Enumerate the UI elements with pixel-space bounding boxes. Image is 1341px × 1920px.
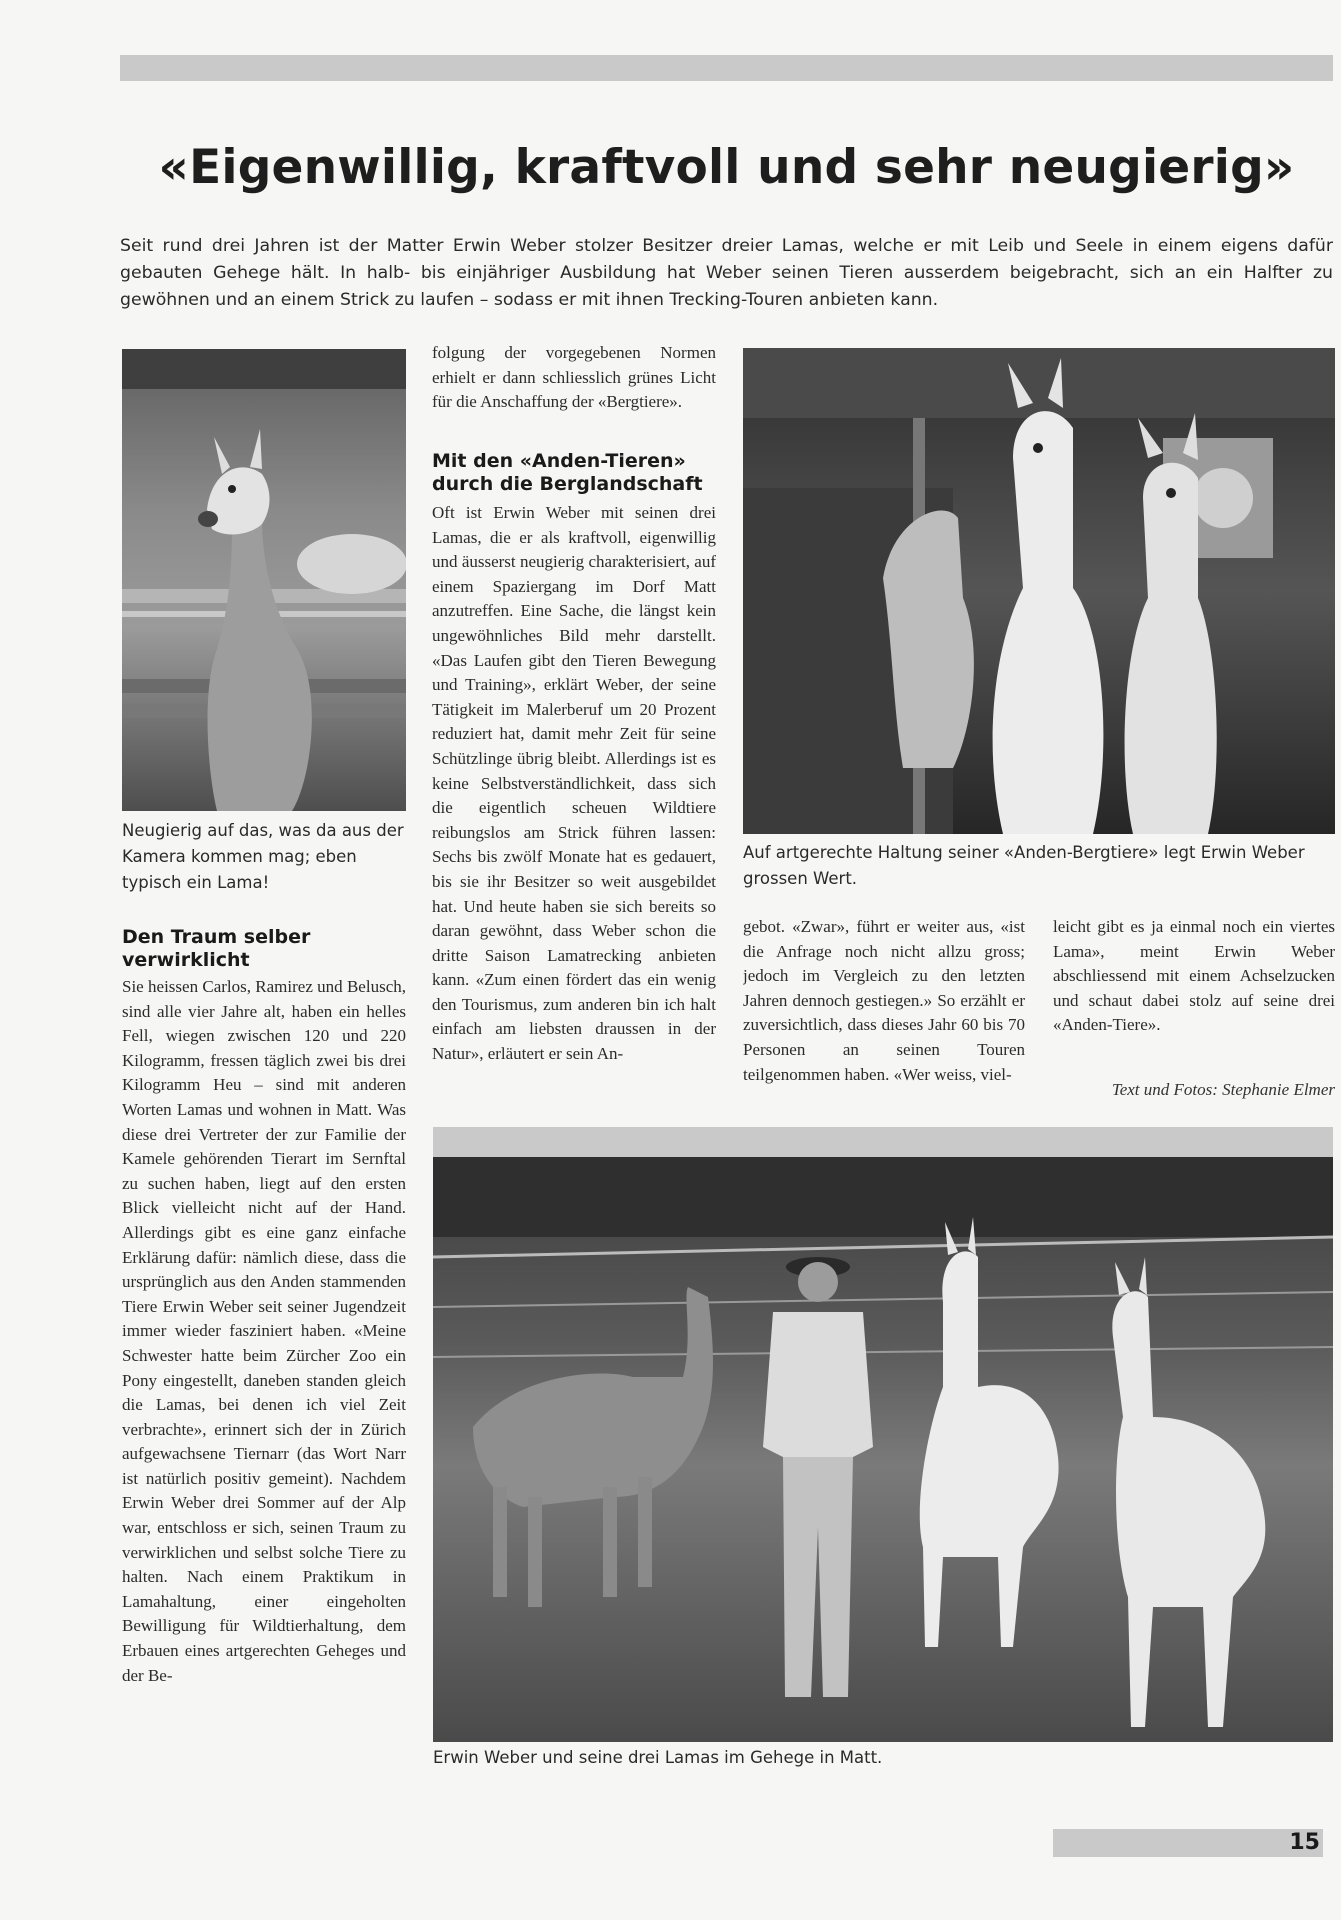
caption-weber-with-lamas: Erwin Weber und seine drei Lamas im Gehege in Matt. — [433, 1748, 883, 1767]
caption-three-lamas: Auf artgerechte Haltung seiner «Anden-Bergtiere» legt Erwin Weber grossen Wert. — [743, 843, 1305, 888]
header-rule — [120, 55, 1333, 81]
llama-photo-icon — [743, 348, 1335, 834]
article-headline: «Eigenwillig, kraftvoll und sehr neugierig» — [158, 140, 1295, 195]
article-column-1: Sie heissen Carlos, Ramirez und Belusch, sind alle vier Jahre alt, haben ein helles Fell, wiegen zwischen 120 und 220 Kilogramm, fressen täglich zwei bis drei Kilogramm Heu – sind mit anderen Worten Lamas und wohnen in Matt. Was diese drei Vertreter der zur Familie der Kamele gehörenden Tierart im Sernftal zu suchen haben, liegt auf den ersten Blick vielleicht nicht auf der Hand. Allerdings gibt es eine ganz einfache Erklärung dafür: nämlich diese, dass die ursprünglich aus den Anden stammenden Tiere Erwin Weber seit seiner Jugendzeit immer wieder fasziniert haben. «Meine Schwester hatte beim Zürcher Zoo ein Pony eingestellt, daneben standen gleich die Lamas, bei denen ich viel Zeit verbrachte», erinnert sich der in Zürich aufgewachsene Tiernarr (das Wort Narr ist natürlich positiv gemeint). Nachdem Erwin Weber drei Sommer auf der Alp war, entschloss er sich, seinen Traum zu verwirklichen und selbst solche Tiere zu halten. Nach einem Praktikum in Lamahaltung, einer eingeholten Bewilligung für Wildtierhaltung, dem Erbauen eines artgerechten Geheges und der Be- — [122, 977, 406, 1685]
article-column-4: leicht gibt es ja einmal noch ein viertes Lama», meint Erwin Weber abschliessend mit einem Achselzucken und schaut dabei stolz auf seine drei «Anden-Tiere». — [1053, 917, 1335, 1035]
photo-weber-with-lamas — [433, 1127, 1333, 1742]
photo-lama-portrait — [122, 349, 406, 811]
heading-anden-tiere: Mit den «Anden-Tieren» durch die Berglandschaft — [432, 450, 703, 495]
llama-photo-icon — [122, 349, 406, 811]
article-column-3: gebot. «Zwar», führt er weiter aus, «ist die Anfrage noch nicht allzu gross; jedoch im Vergleich zu den letzten Jahren dennoch gestiegen.» So erzählt er zuversichtlich, dass dieses Jahr 60 bis 70 Personen an seinen Touren teilgenommen haben. «Wer weiss, viel- — [743, 917, 1025, 1084]
page-number: 15 — [1289, 1830, 1320, 1855]
article-column-2-top: folgung der vorgegebenen Normen erhielt er dann schliesslich grünes Licht für die Anschaffung der «Bergtiere». — [432, 343, 716, 412]
photo-credit: Text und Fotos: Stephanie Elmer — [1111, 1080, 1335, 1099]
article-lead: Seit rund drei Jahren ist der Matter Erwin Weber stolzer Besitzer dreier Lamas, welche er mit Leib und Seele in einem eigens dafür gebauten Gehege hält. In halb- bis einjähriger Ausbildung hat Weber seinen Tieren ausserdem beigebracht, sich an ein Halfter zu gewöhnen und an einem Strick zu laufen – sodass er mit ihnen Trecking-Touren anbieten kann. — [120, 236, 1333, 310]
article-column-2: Oft ist Erwin Weber mit seinen drei Lamas, die er als kraftvoll, eigenwillig und äusserst neugierig charakterisiert, auf einem Spaziergang im Dorf Matt anzutreffen. Eine Sache, die längst kein ungewöhnliches Bild mehr darstellt. «Das Laufen gibt den Tieren Bewegung und Training», erklärt Weber, der seine Tätigkeit im Malerberuf um 20 Prozent reduziert hat, damit mehr Zeit für seine Schützlinge übrig bleibt. Allerdings ist es keine Selbstverständlichkeit, dass sich die eigentlich scheuen Wildtiere reibungslos am Strick führen lassen: Sechs bis zwölf Monate hat es gedauert, bis sie ihr Besitzer so weit ausgebildet hat. Und heute haben sie sich bereits so daran gewöhnt, dass Weber schon die dritte Saison Lamatrecking anbieten kann. «Zum einen fördert das ein wenig den Tourismus, zum anderen bin ich halt einfach am liebsten draussen in der Natur», erläutert er sein An- — [432, 503, 716, 1064]
heading-den-traum: Den Traum selber verwirklicht — [122, 926, 311, 971]
caption-lama-portrait: Neugierig auf das, was da aus der Kamera kommen mag; eben typisch ein Lama! — [122, 821, 404, 892]
llama-photo-icon — [433, 1127, 1333, 1742]
photo-three-lamas — [743, 348, 1335, 834]
